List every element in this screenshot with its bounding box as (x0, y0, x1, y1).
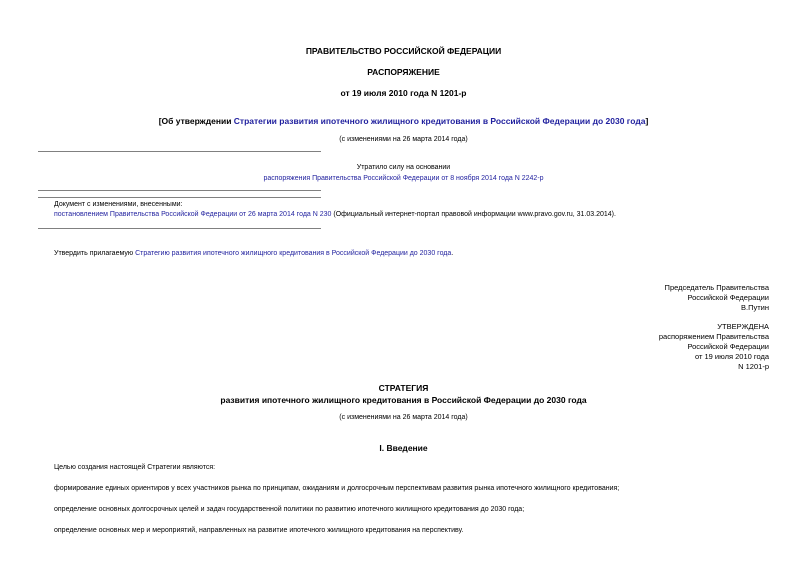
signature-block (665, 283, 769, 313)
strategy-subtitle: развития ипотечного жилищного кредитования в Российской Федерации до 2030 года (220, 395, 587, 405)
approved-block (659, 322, 769, 372)
approved-by: распоряжением Правительства (658, 332, 769, 341)
divider (38, 197, 321, 198)
section-heading: I. Введение (379, 443, 428, 453)
amended-note: (с изменениями на 26 марта 2014 года) (339, 136, 468, 143)
approve-suffix: . (451, 250, 454, 257)
strategy-approve-link[interactable]: Стратегию развития ипотечного жилищного кредитования в Российской Федерации до 2030 года (135, 250, 452, 257)
approved-country: Российской Федерации (687, 342, 769, 351)
signature-position: Председатель Правительства (664, 283, 769, 292)
government-title: ПРАВИТЕЛЬСТВО РОССИЙСКОЙ ФЕДЕРАЦИИ (305, 46, 502, 56)
amendment-link[interactable]: постановлением Правительства Российской Федерации от 26 марта 2014 года N 230 (54, 211, 332, 218)
approval-title-suffix: ] (645, 116, 649, 126)
approve-text (54, 250, 453, 257)
divider (38, 151, 321, 152)
void-notice-text: Утратило силу на основании (356, 164, 451, 171)
strategy-link[interactable]: Стратегии развития ипотечного жилищного кредитования в Российской Федерации до 2030 года (233, 116, 646, 126)
approve-prefix: Утвердить прилагаемую (54, 250, 136, 257)
signature-country: Российской Федерации (687, 293, 769, 302)
approved-label: УТВЕРЖДЕНА (717, 322, 769, 331)
amendment-source: (Официальный интернет-портал правовой информации www.pravo.gov.ru, 31.03.2014). (331, 211, 616, 218)
void-notice-link[interactable]: распоряжения Правительства Российской Федерации от 8 ноября 2014 года N 2242-р (263, 175, 544, 182)
doc-date-number: от 19 июля 2010 года N 1201-р (340, 88, 467, 98)
approved-number: N 1201-р (738, 362, 769, 371)
signature-name: В.Путин (741, 303, 769, 312)
approved-date: от 19 июля 2010 года (694, 352, 769, 361)
paragraph: Целью создания настоящей Стратегии являются: (54, 464, 216, 471)
paragraph: определение основных мер и мероприятий, направленных на развитие ипотечного жилищного кредитования на перспективу. (54, 527, 464, 534)
amendments-label: Документ с изменениями, внесенными: (54, 201, 183, 208)
doc-type-title: РАСПОРЯЖЕНИЕ (367, 67, 440, 77)
divider (38, 228, 321, 229)
amendments-line (54, 211, 616, 218)
strategy-title: СТРАТЕГИЯ (378, 383, 429, 393)
paragraph: определение основных долгосрочных целей и задач государственной политики по развитию ипотечного жилищного кредитования до 2030 года; (54, 506, 525, 513)
approval-title (0, 116, 807, 126)
paragraph: формирование единых ориентиров у всех участников рынка по принципам, ожиданиям и долгосрочным перспективам развития рынка ипотечного жилищного кредитования; (54, 485, 620, 492)
divider (38, 190, 321, 191)
approval-title-prefix: [Об утверждении (158, 116, 234, 126)
strategy-amended-note: (с изменениями на 26 марта 2014 года) (339, 414, 468, 421)
